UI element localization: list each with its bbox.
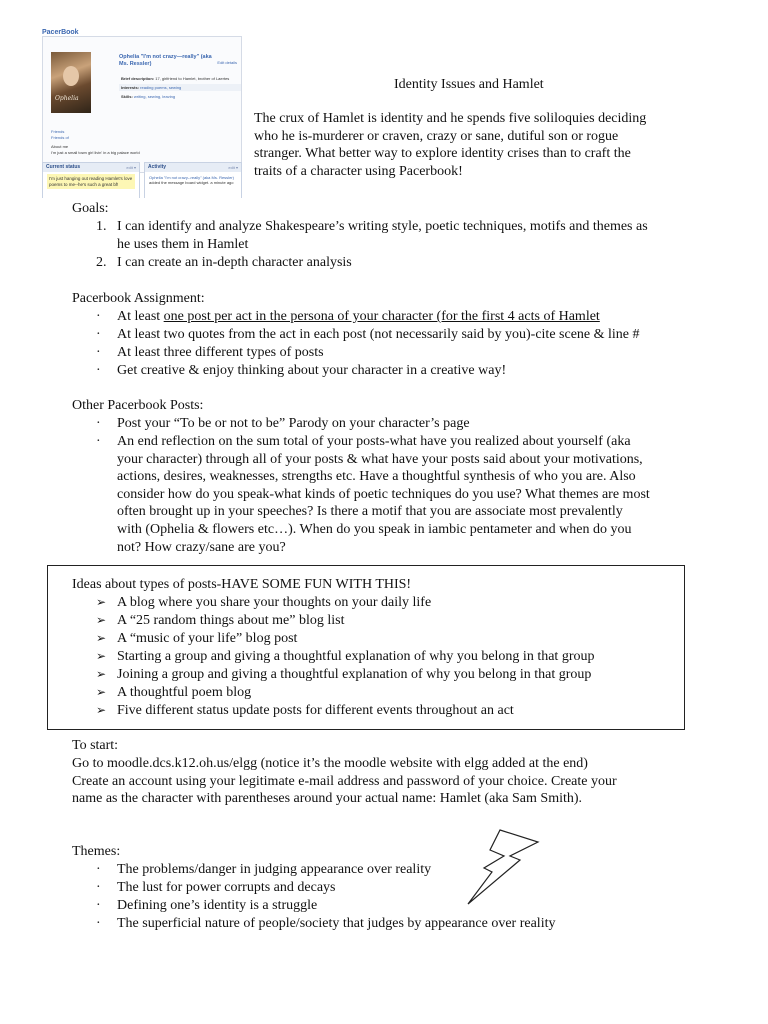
activity-box [144, 162, 242, 198]
idea-item-4: Starting a group and giving a thoughtful explanation of why you belong in that group [117, 649, 595, 664]
bullet: · [96, 416, 101, 431]
assignment-item-4: Get creative & enjoy thinking about your character in a creative way! [117, 363, 507, 378]
status-edit-link[interactable]: edit ▾ [126, 165, 136, 170]
bullet: · [96, 309, 101, 324]
goals-heading: Goals: [72, 201, 109, 216]
theme-item-4: The superficial nature of people/society that judges by appearance over reality [117, 916, 556, 931]
bullet: · [96, 345, 101, 360]
goal-item-2: I can create an in-depth character analysis [117, 255, 352, 270]
pacerbook-logo: PacerBook [42, 29, 79, 36]
assignment-heading: Pacerbook Assignment: [72, 291, 205, 306]
other-posts-heading: Other Pacerbook Posts: [72, 398, 204, 413]
current-status-title: Current status [46, 164, 81, 170]
arrow-bullet-icon: ➢ [96, 631, 107, 645]
about-me-text: I'm just a small town girl livin' in a big palace world [51, 150, 140, 155]
arrow-bullet-icon: ➢ [96, 685, 107, 699]
profile-row-description: Brief description: 17, girlfriend to Hamlet, brother of Laertes [121, 76, 230, 81]
start-instructions: Go to moodle.dcs.k12.oh.us/elgg (notice it’s the moodle website with elgg added at the end) Create an account using your legitimate e-mail address and password of your choice. Create your name as the character with parentheses around your actual name: Hamlet (aka Sam Smith). [72, 756, 617, 807]
activity-edit-link[interactable]: edit ▾ [228, 165, 238, 170]
bullet: · [96, 862, 101, 877]
bullet: · [96, 916, 101, 931]
lightning-bolt-icon [462, 826, 542, 906]
profile-row-skills: Skills: writing, sewing, leaving [121, 94, 176, 99]
pacerbook-screenshot [40, 22, 242, 198]
profile-name[interactable]: Ophelia "I'm not crazy—really" (aka Ms. Ressler) [119, 54, 212, 67]
other-post-item-1: Post your “To be or not to be” Parody on your character’s page [117, 416, 470, 431]
idea-item-2: A “25 random things about me” blog list [117, 613, 345, 628]
assignment-item-1: At least one post per act in the persona of your character (for the first 4 acts of Hamlet [117, 309, 600, 324]
assignment-item-3: At least three different types of posts [117, 345, 324, 360]
start-heading: To start: [72, 738, 119, 753]
theme-item-3: Defining one’s identity is a struggle [117, 898, 318, 913]
page-title: Identity Issues and Hamlet [394, 77, 544, 92]
intro-paragraph: The crux of Hamlet is identity and he spends five soliloquies deciding who he is-murderer or craven, crazy or sane, dutiful son or rogue stranger. What better way to explore identity crises than to craft the traits of a character using Pacerbook! [254, 111, 647, 179]
idea-item-6: A thoughtful poem blog [117, 685, 252, 700]
bullet: · [96, 327, 101, 342]
idea-item-3: A “music of your life” blog post [117, 631, 298, 646]
arrow-bullet-icon: ➢ [96, 595, 107, 609]
other-post-item-2: An end reflection on the sum total of your posts-what have you realized about yourself (aka your character) through all of your posts & what have your posts said about your motivations, actions, desires, weaknesses, strengths etc. Have a thoughtful synthesis of who you are. Also consider how do you speak-what kinds of poetic techniques do you use? What themes are most often brought up in your speeches? Is there a motif that you are associate most prevalently with (Ophelia & flowers etc…). When do you speak in iambic pentameter and when do you not? How crazy/sane are you? [117, 434, 650, 555]
bullet: · [96, 880, 101, 895]
arrow-bullet-icon: ➢ [96, 649, 107, 663]
friends-of-link[interactable]: Friends of [51, 135, 69, 140]
idea-item-7: Five different status update posts for different events throughout an act [117, 703, 514, 718]
goal-number-2: 2. [96, 255, 107, 270]
profile-card [42, 36, 242, 173]
activity-title: Activity [148, 164, 167, 170]
activity-item: Ophelia "I'm not crazy--really" (aka Ms. Ressler) added the message board widget. a minute ago [149, 175, 234, 185]
profile-row-interests: Interests: reading poems, sewing [119, 84, 241, 91]
status-text: I'm just hanging out reading Hamlet's love poems to me--he's such a great bf! [47, 174, 135, 189]
idea-item-5: Joining a group and giving a thoughtful explanation of why you belong in that group [117, 667, 592, 682]
photo-caption: Ophelia [55, 95, 79, 103]
assignment-item-2: At least two quotes from the act in each post (not necessarily said by you)-cite scene & line # [117, 327, 640, 342]
arrow-bullet-icon: ➢ [96, 703, 107, 717]
goal-number-1: 1. [96, 219, 107, 234]
friends-link[interactable]: Friends [51, 129, 65, 134]
bullet: · [96, 434, 101, 449]
arrow-bullet-icon: ➢ [96, 613, 107, 627]
goal-item-1: I can identify and analyze Shakespeare’s writing style, poetic techniques, motifs and themes as he uses them in Hamlet [117, 219, 648, 252]
ideas-heading: Ideas about types of posts-HAVE SOME FUN WITH THIS! [72, 577, 412, 592]
bullet: · [96, 898, 101, 913]
current-status-box [42, 162, 140, 198]
edit-details-link[interactable]: Edit details [217, 60, 237, 65]
bullet: · [96, 363, 101, 378]
theme-item-2: The lust for power corrupts and decays [117, 880, 336, 895]
about-me-label: About me [51, 144, 69, 149]
idea-item-1: A blog where you share your thoughts on your daily life [117, 595, 432, 610]
theme-item-1: The problems/danger in judging appearance over reality [117, 862, 432, 877]
themes-heading: Themes: [72, 844, 121, 859]
profile-photo [51, 52, 91, 113]
arrow-bullet-icon: ➢ [96, 667, 107, 681]
